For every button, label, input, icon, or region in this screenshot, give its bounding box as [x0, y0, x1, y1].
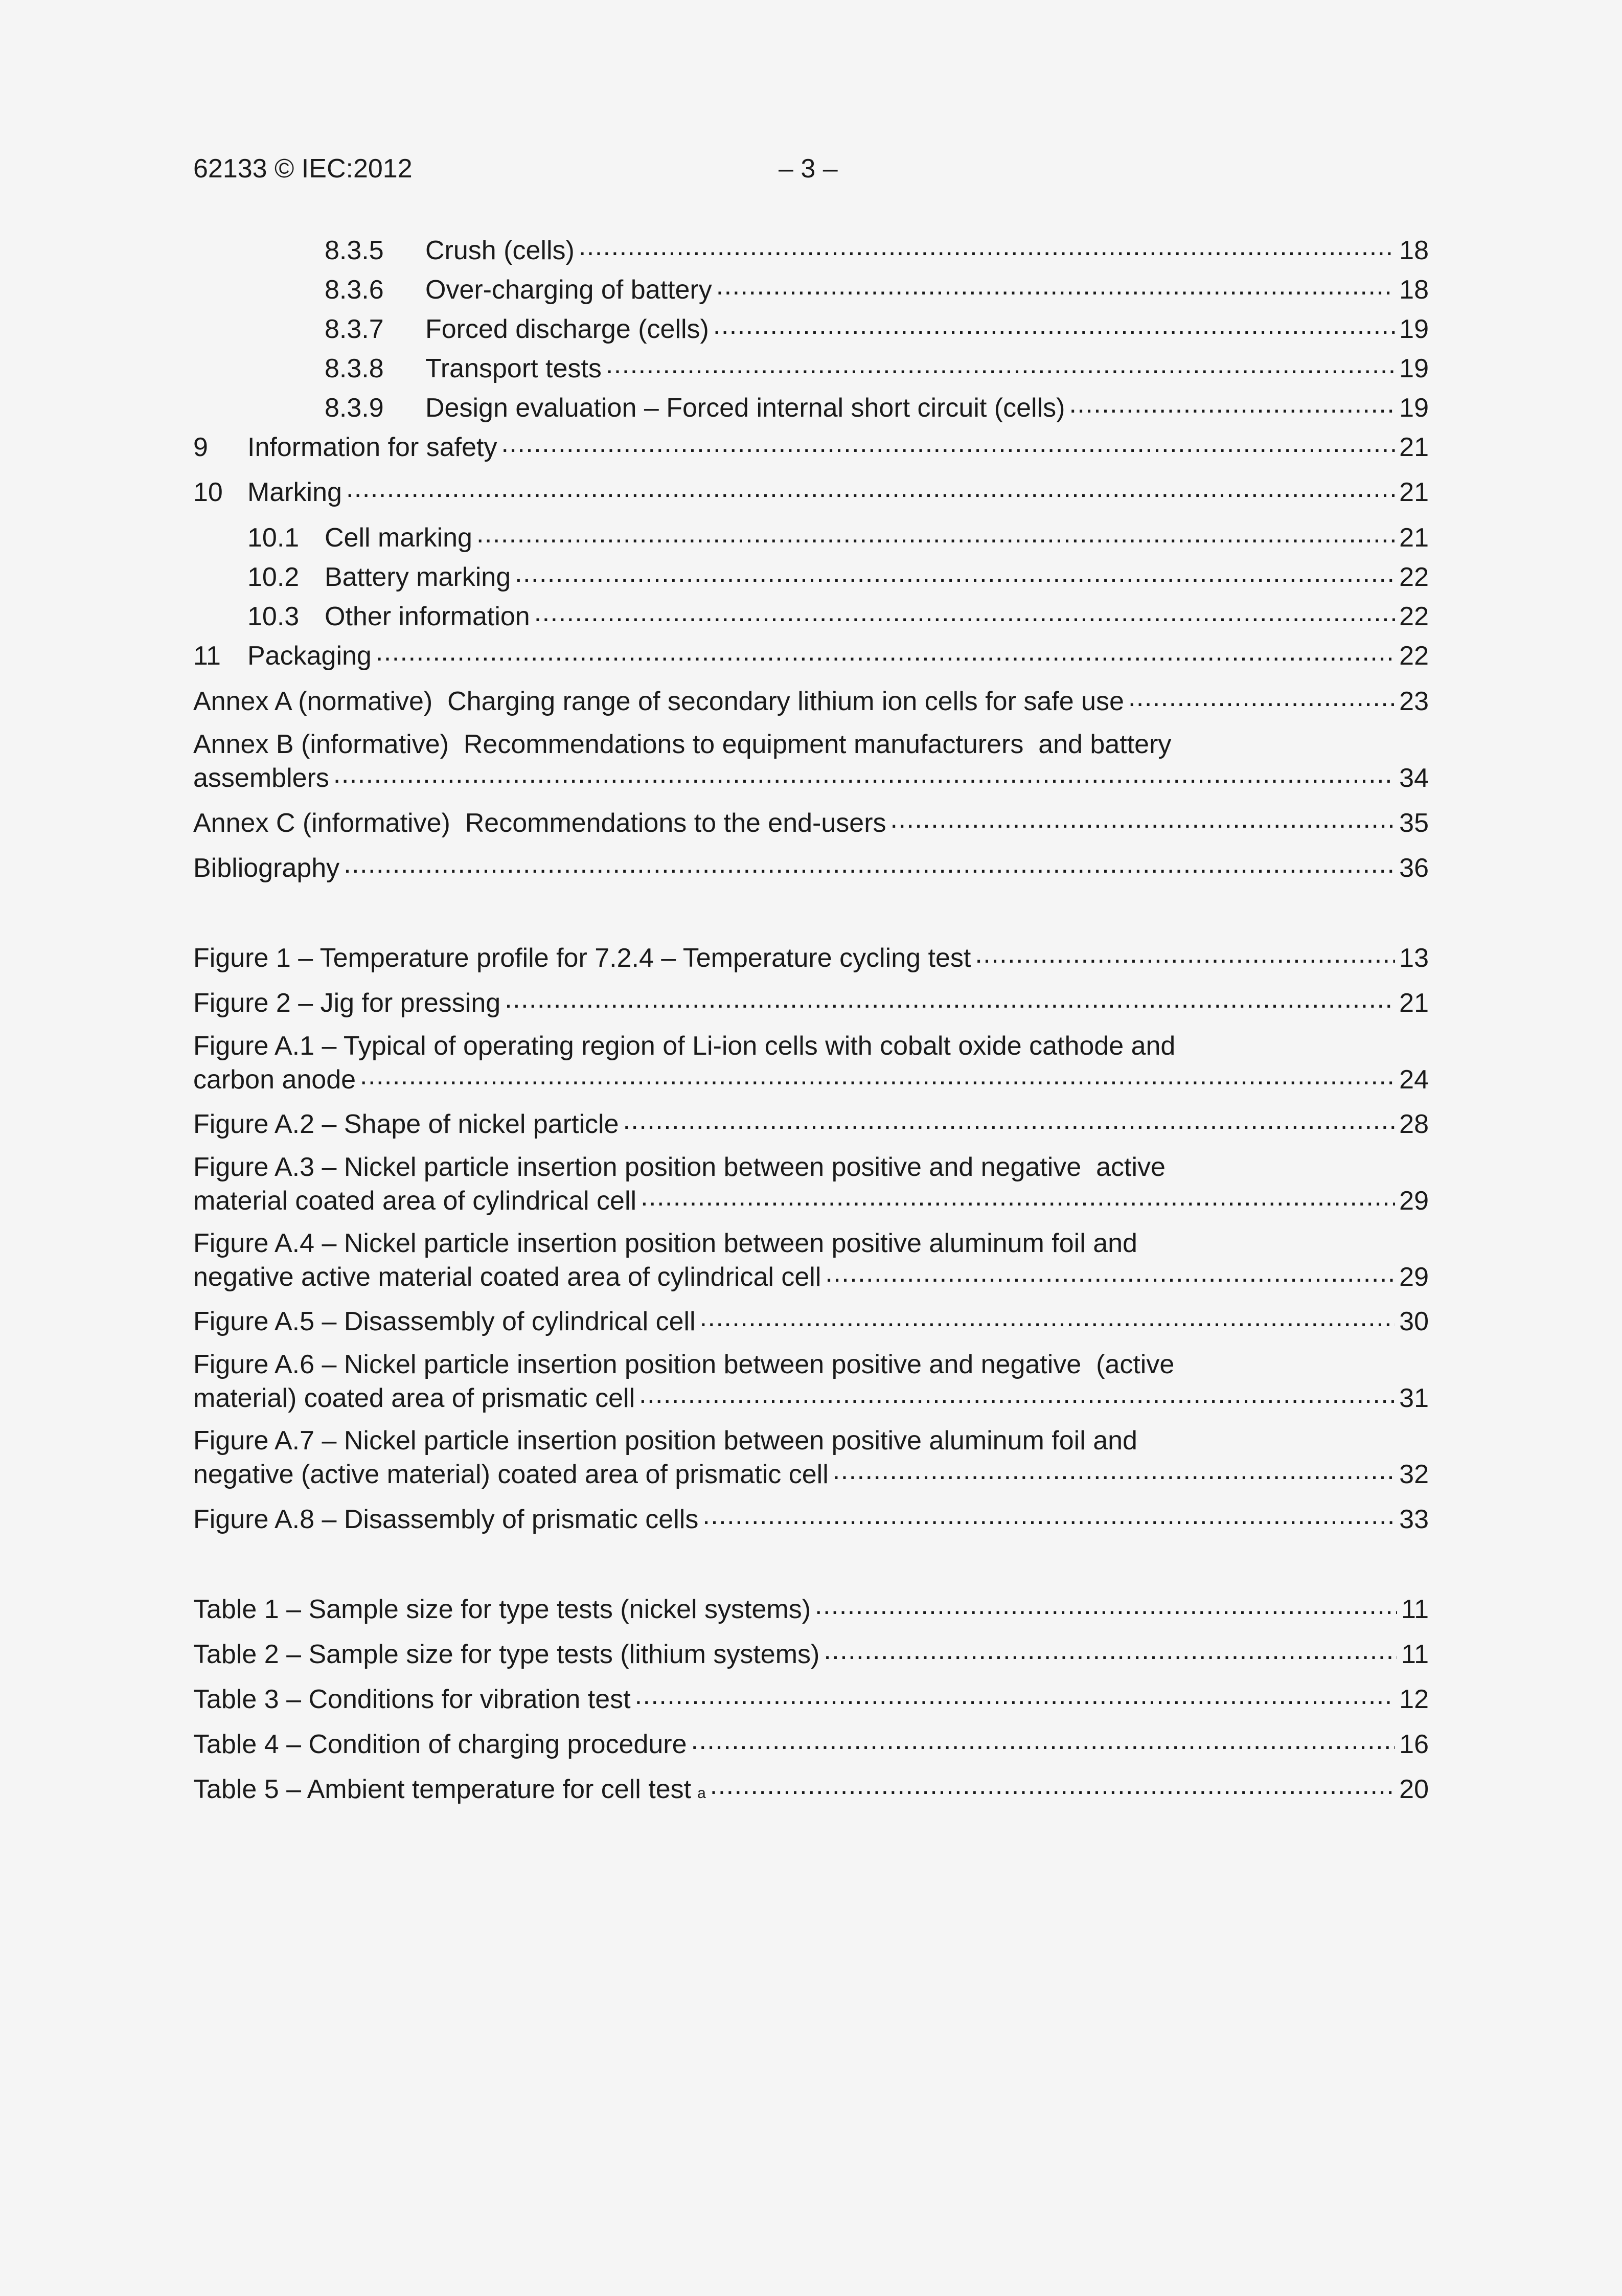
toc-entry-title: Forced discharge (cells)	[425, 314, 709, 344]
figure-entry-page: 28	[1399, 1109, 1429, 1139]
figure-entry-a5[interactable]	[193, 1304, 1429, 1337]
toc-leader-dots	[713, 311, 1395, 338]
table-entry-page: 20	[1399, 1775, 1429, 1804]
figure-entry-page: 29	[1399, 1262, 1429, 1292]
toc-entry-10[interactable]	[193, 474, 1429, 508]
figure-entry-title: negative (active material) coated area of prismatic cell	[193, 1460, 829, 1489]
toc-entry-page: 19	[1399, 314, 1429, 344]
toc-entry-number: 10.2	[247, 562, 300, 592]
figure-entry-page: 31	[1399, 1383, 1429, 1413]
toc-entry-11[interactable]	[193, 638, 1429, 672]
toc-leader-dots	[639, 1380, 1395, 1407]
toc-entry-title: Transport tests	[425, 354, 602, 383]
toc-entry-title: Crush (cells)	[425, 236, 575, 265]
toc-leader-dots	[1069, 390, 1395, 417]
toc-leader-dots	[833, 1457, 1395, 1483]
toc-entry-8-3-6[interactable]	[193, 272, 1429, 306]
toc-entry-annex-a[interactable]	[193, 684, 1429, 717]
toc-entry-title: Bibliography	[193, 853, 340, 883]
table-entry-1[interactable]	[193, 1592, 1429, 1625]
toc-entry-title: Battery marking	[325, 562, 511, 592]
toc-entry-title: Marking	[247, 478, 342, 507]
toc-entry-number: 10.3	[247, 602, 300, 631]
figure-entry-page: 30	[1399, 1307, 1429, 1336]
toc-entry-page: 22	[1399, 641, 1429, 671]
table-entry-page: 11	[1401, 1595, 1429, 1624]
toc-leader-dots	[1128, 684, 1395, 710]
toc-entry-10-1[interactable]	[193, 520, 1429, 554]
table-entry-2[interactable]	[193, 1636, 1429, 1670]
toc-leader-dots	[476, 520, 1395, 547]
toc-entry-10-2[interactable]	[193, 559, 1429, 593]
table-entry-title: Table 4 – Condition of charging procedure	[193, 1730, 687, 1759]
figure-entry-title-line1: Figure A.3 – Nickel particle insertion position between positive and negative active	[193, 1152, 1166, 1182]
toc-entry-8-3-8[interactable]	[193, 351, 1429, 384]
toc-entry-number: 8.3.7	[325, 314, 384, 344]
toc-entry-number: 8.3.6	[325, 275, 384, 305]
toc-entry-title: Over-charging of battery	[425, 275, 712, 305]
table-entry-page: 12	[1399, 1685, 1429, 1714]
toc-entry-page: 19	[1399, 354, 1429, 383]
figure-entry-a1[interactable]	[193, 1030, 1429, 1096]
toc-entry-page: 35	[1399, 808, 1429, 838]
figure-entry-title: Figure A.5 – Disassembly of cylindrical cell	[193, 1307, 696, 1336]
page-number: – 3 –	[779, 154, 838, 184]
toc-entry-number: 10.1	[247, 523, 300, 553]
toc-leader-dots	[501, 429, 1395, 456]
toc-leader-dots	[344, 850, 1395, 877]
table-entry-4[interactable]	[193, 1726, 1429, 1760]
figure-entry-a3[interactable]	[193, 1151, 1429, 1217]
figure-entry-page: 13	[1399, 943, 1429, 973]
figure-entry-a2[interactable]	[193, 1106, 1429, 1140]
toc-leader-dots	[700, 1304, 1396, 1330]
table-entry-5[interactable]: Table 5 – Ambient temperature for cell test a ..... 20	[193, 1771, 1429, 1805]
toc-entry-annex-b[interactable]	[193, 729, 1429, 794]
toc-leader-dots	[515, 559, 1395, 586]
table-entry-title: Table 3 – Conditions for vibration test	[193, 1685, 631, 1714]
figure-entry-title-line1: Figure A.6 – Nickel particle insertion position between positive and negative (active	[193, 1350, 1175, 1379]
toc-leader-dots	[825, 1259, 1395, 1286]
toc-entry-page: 34	[1399, 763, 1429, 793]
table-entry-title: Table 5 – Ambient temperature for cell test	[193, 1775, 692, 1804]
toc-entry-page: 18	[1399, 236, 1429, 265]
toc-entry-page: 21	[1399, 478, 1429, 507]
table-entry-page: 11	[1401, 1640, 1429, 1669]
toc-entry-page: 36	[1399, 853, 1429, 883]
toc-leader-dots	[623, 1106, 1395, 1133]
toc-entry-title: Information for safety	[247, 433, 497, 462]
figure-entry-page: 33	[1399, 1505, 1429, 1534]
toc-entry-8-3-7[interactable]	[193, 311, 1429, 345]
figure-entry-a6[interactable]	[193, 1349, 1429, 1414]
figure-entry-title-line1: Figure A.4 – Nickel particle insertion position between positive aluminum foil and	[193, 1229, 1137, 1258]
figure-entry-title: Figure 1 – Temperature profile for 7.2.4 – Temperature cycling test	[193, 943, 971, 973]
figure-entry-page: 21	[1399, 988, 1429, 1018]
toc-entry-8-3-9[interactable]	[193, 390, 1429, 424]
figure-entry-title: negative active material coated area of cylindrical cell	[193, 1262, 821, 1292]
toc-leader-dots	[710, 1771, 1395, 1798]
toc-leader-dots	[505, 985, 1395, 1012]
figure-entry-a8[interactable]	[193, 1502, 1429, 1535]
toc-leader-dots	[890, 805, 1396, 832]
toc-entry-title: Cell marking	[325, 523, 472, 553]
toc-entry-title: Other information	[325, 602, 530, 631]
figure-entry-title-line1: Figure A.1 – Typical of operating region of Li-ion cells with cobalt oxide cathode and	[193, 1031, 1176, 1061]
toc-entry-title-line1: Annex B (informative) Recommendations to equipment manufacturers and battery	[193, 730, 1172, 759]
standard-reference: 62133 © IEC:2012	[193, 154, 413, 184]
toc-entry-page: 22	[1399, 562, 1429, 592]
figure-entry-title: Figure 2 – Jig for pressing	[193, 988, 501, 1018]
toc-entry-number: 9	[193, 433, 208, 462]
toc-entry-page: 23	[1399, 687, 1429, 716]
toc-entry-page: 22	[1399, 602, 1429, 631]
toc-entry-10-3[interactable]	[193, 599, 1429, 632]
figure-entry-title-line1: Figure A.7 – Nickel particle insertion position between positive aluminum foil and	[193, 1426, 1137, 1456]
toc-entry-title: Annex C (informative) Recommendations to the end-users	[193, 808, 886, 838]
figure-entry-title: material coated area of cylindrical cell	[193, 1186, 637, 1216]
figure-entry-page: 29	[1399, 1186, 1429, 1216]
toc-entry-page: 18	[1399, 275, 1429, 305]
toc-entry-page: 21	[1399, 433, 1429, 462]
toc-leader-dots	[606, 351, 1395, 377]
toc-entry-title: Design evaluation – Forced internal short circuit (cells)	[425, 393, 1065, 423]
toc-entry-title: assemblers	[193, 763, 329, 793]
toc-leader-dots	[635, 1681, 1396, 1708]
toc-entry-9[interactable]	[193, 429, 1429, 463]
toc-leader-dots	[824, 1636, 1397, 1663]
toc-leader-dots	[376, 638, 1395, 665]
toc-leader-dots	[641, 1183, 1395, 1210]
figure-entry-1[interactable]	[193, 940, 1429, 974]
toc-entry-number: 8.3.5	[325, 236, 384, 265]
figure-entry-title: material) coated area of prismatic cell	[193, 1383, 635, 1413]
toc-entry-number: 10	[193, 478, 223, 507]
page-header	[193, 153, 1429, 189]
toc-leader-dots	[702, 1502, 1395, 1528]
table-entry-title: Table 1 – Sample size for type tests (nickel systems)	[193, 1595, 811, 1624]
toc-leader-dots	[691, 1726, 1396, 1753]
toc-entry-title: Packaging	[247, 641, 372, 671]
toc-leader-dots	[346, 474, 1395, 501]
toc-leader-dots	[975, 940, 1395, 967]
table-entry-3[interactable]	[193, 1681, 1429, 1715]
figure-entry-title: carbon anode	[193, 1065, 356, 1095]
figure-entry-page: 24	[1399, 1065, 1429, 1095]
toc-entry-8-3-5[interactable]	[193, 233, 1429, 266]
toc-leader-dots	[534, 599, 1395, 625]
table-entry-title: Table 2 – Sample size for type tests (lithium systems)	[193, 1640, 820, 1669]
figure-entry-a4[interactable]	[193, 1227, 1429, 1293]
toc-leader-dots	[360, 1062, 1395, 1088]
toc-entry-page: 21	[1399, 523, 1429, 553]
table-entry-page: 16	[1399, 1730, 1429, 1759]
toc-entry-title: Annex A (normative) Charging range of secondary lithium ion cells for safe use	[193, 687, 1124, 716]
toc-leader-dots	[579, 233, 1395, 259]
toc-leader-dots	[333, 760, 1395, 787]
figure-entry-a7[interactable]	[193, 1425, 1429, 1490]
figure-entry-2[interactable]	[193, 985, 1429, 1019]
figure-entry-title: Figure A.8 – Disassembly of prismatic cells	[193, 1505, 699, 1534]
toc-entry-page: 19	[1399, 393, 1429, 423]
toc-entry-bibliography[interactable]	[193, 850, 1429, 884]
toc-entry-number: 8.3.9	[325, 393, 384, 423]
toc-entry-annex-c[interactable]	[193, 805, 1429, 839]
toc-entry-number: 8.3.8	[325, 354, 384, 383]
toc-leader-dots	[716, 272, 1395, 299]
figure-entry-page: 32	[1399, 1460, 1429, 1489]
figure-entry-title: Figure A.2 – Shape of nickel particle	[193, 1109, 619, 1139]
toc-leader-dots	[815, 1592, 1397, 1618]
toc-entry-number: 11	[193, 641, 221, 671]
